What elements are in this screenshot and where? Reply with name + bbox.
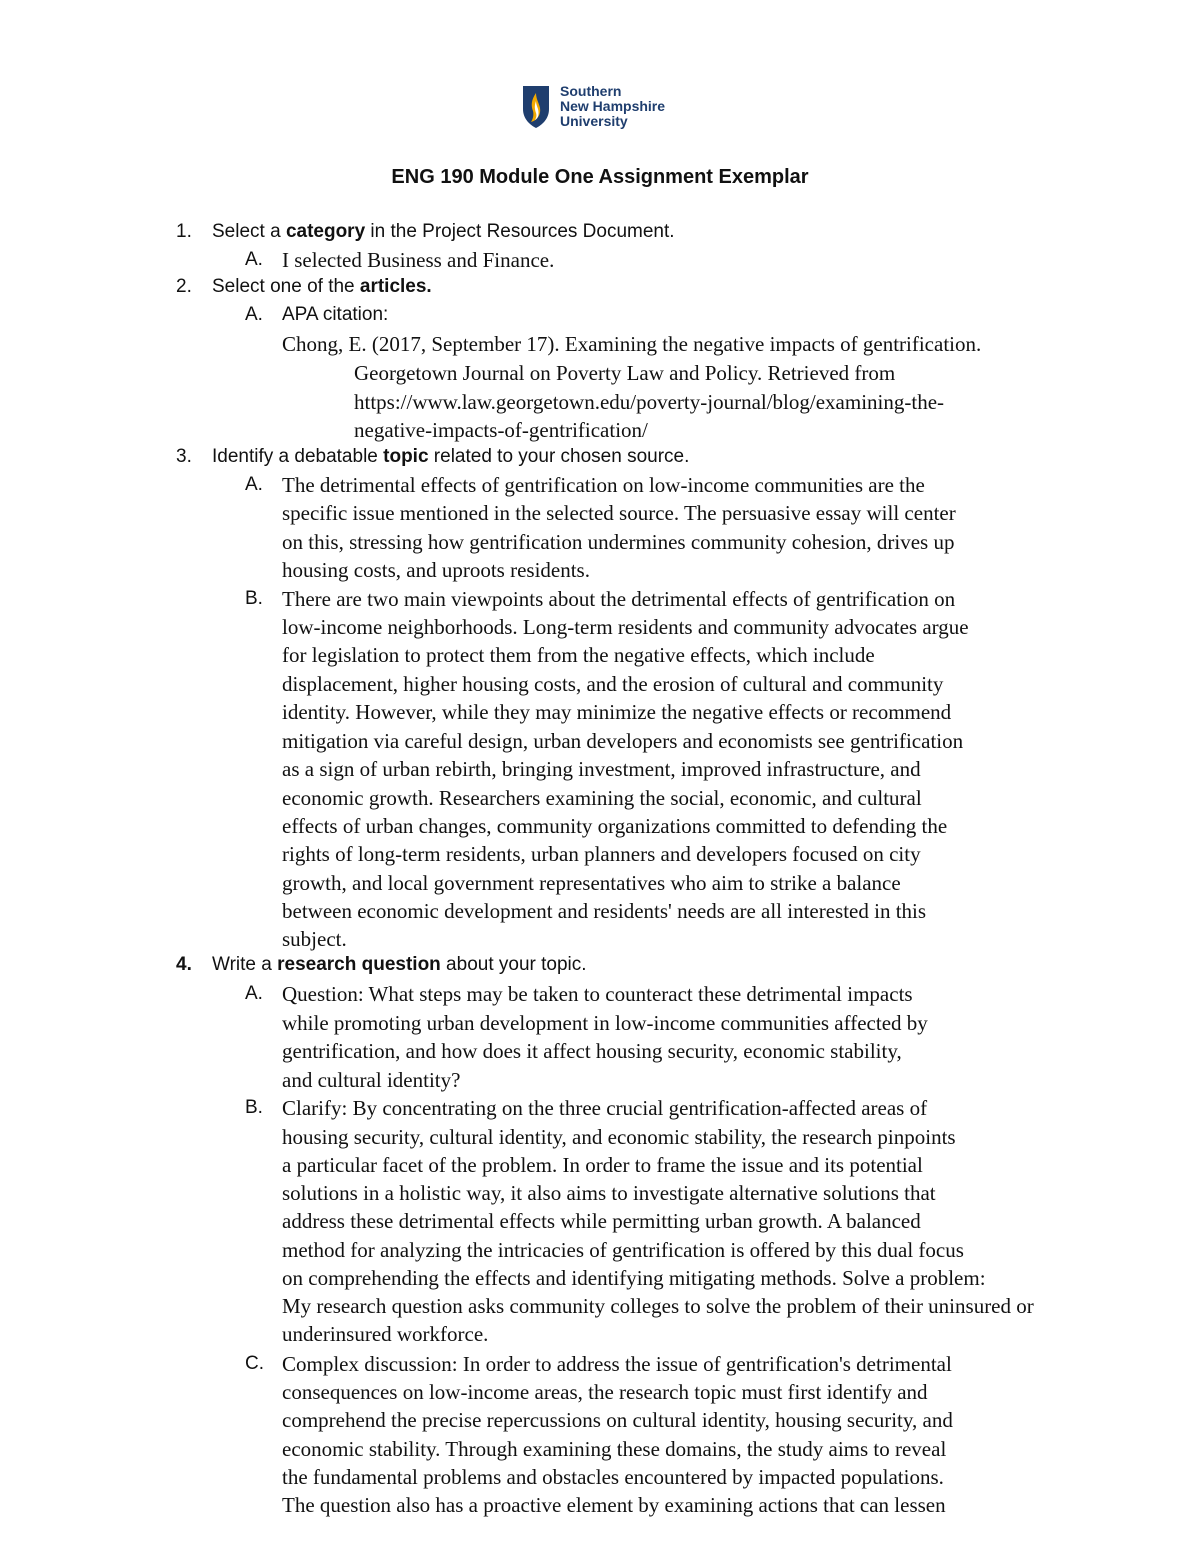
item-3-heading [212,443,689,471]
item-3-number: 3. [176,446,192,467]
item-4-c-line: consequences on low-income areas, the research topic must first identify and [282,1380,928,1404]
item-3-b-line: as a sign of urban rebirth, bringing investment, improved infrastructure, and [282,757,921,781]
item-3-b-line: There are two main viewpoints about the detrimental effects of gentrification on [282,587,956,611]
item-4-c-line: the fundamental problems and obstacles encountered by impacted populations. [282,1465,944,1489]
item-4-b-line: solutions in a holistic way, it also aims to investigate alternative solutions that [282,1181,936,1205]
item-3-suffix: related to your chosen source. [428,446,690,467]
item-3-a-line: The detrimental effects of gentrification on low-income communities are the [282,473,925,497]
item-1-a-text: I selected Business and Finance. [282,248,555,272]
item-2-a-label: A. [245,304,263,325]
item-3-b-line: effects of urban changes, community organizations committed to defending the [282,814,948,838]
item-3-b-line: growth, and local government representatives who aim to strike a balance [282,871,901,895]
item-4-c-line: economic stability. Through examining these domains, the study aims to reveal [282,1437,947,1461]
item-4-b-line: on comprehending the effects and identifying mitigating methods. Solve a problem: [282,1266,986,1290]
item-4-c-label: C. [245,1353,264,1374]
item-4-b-line: My research question asks community colleges to solve the problem of their uninsured or [282,1294,1034,1318]
item-2-a-text: APA citation: [282,304,389,325]
item-3-a-line: on this, stressing how gentrification undermines community cohesion, drives up [282,530,955,554]
item-3-b-line: subject. [282,927,347,951]
item-4-b-line: underinsured workforce. [282,1322,489,1346]
item-3-bold: topic [383,446,429,467]
item-2-number: 2. [176,276,192,297]
item-1-bold: category [285,221,366,242]
citation-line: https://www.law.georgetown.edu/poverty-journal/blog/examining-the- [354,390,945,414]
item-4-c-line: comprehend the precise repercussions on cultural identity, housing security, and [282,1408,953,1432]
logo-line-3: University [560,113,628,129]
item-3-a-line: housing costs, and uproots residents. [282,558,590,582]
item-3-a-label: A. [245,474,263,495]
item-4-b-line: address these detrimental effects while permitting urban growth. A balanced [282,1209,921,1233]
logo-line-1: Southern [560,83,622,99]
item-3-b-line: identity. However, while they may minimize the negative effects or recommend [282,700,952,724]
item-1-suffix: in the Project Resources Document. [365,221,675,242]
logo-line-2: New Hampshire [560,98,666,114]
item-4-b-line: Clarify: By concentrating on the three crucial gentrification-affected areas of [282,1096,928,1120]
item-3-b-line: for legislation to protect them from the negative effects, which include [282,643,875,667]
item-4-suffix: about your topic. [440,954,587,975]
university-logo [522,84,665,129]
item-4-c-line: Complex discussion: In order to address the issue of gentrification's detrimental [282,1352,952,1376]
item-1-number: 1. [176,221,192,242]
citation-line: Georgetown Journal on Poverty Law and Policy. Retrieved from [354,361,896,385]
item-1-a-label: A. [245,249,263,270]
item-1-heading [212,218,675,246]
item-4-heading [212,951,587,979]
item-4-bold: research question [277,954,441,975]
citation-line: Chong, E. (2017, September 17). Examining the negative impacts of gentrification. [282,332,982,356]
item-1-prefix: Select a [212,221,286,242]
item-3-b-line: low-income neighborhoods. Long-term residents and community advocates argue [282,615,969,639]
item-4-c-line: The question also has a proactive element by examining actions that can lessen [282,1493,946,1517]
item-3-b-line: mitigation via careful design, urban developers and economists see gentrification [282,729,964,753]
item-4-b-line: a particular facet of the problem. In order to frame the issue and its potential [282,1153,923,1177]
item-4-number: 4. [176,954,192,975]
item-4-a-line: gentrification, and how does it affect housing security, economic stability, [282,1039,902,1063]
item-2-heading [212,273,432,301]
item-4-b-line: housing security, cultural identity, and economic stability, the research pinpoints [282,1125,956,1149]
item-4-prefix: Write a [212,954,278,975]
item-2-bold: articles. [359,276,432,297]
item-4-b-line: method for analyzing the intricacies of gentrification is offered by this dual focus [282,1238,964,1262]
item-3-b-line: rights of long-term residents, urban planners and developers focused on city [282,842,921,866]
item-4-b-label: B. [245,1097,263,1118]
item-4-a-label: A. [245,983,263,1004]
item-3-b-label: B. [245,588,263,609]
item-3-b-line: between economic development and residents' needs are all interested in this [282,899,927,923]
page-title: ENG 190 Module One Assignment Exemplar [391,166,809,188]
item-4-a-line: while promoting urban development in low-income communities affected by [282,1011,928,1035]
item-2-prefix: Select one of the [212,276,360,297]
item-3-prefix: Identify a debatable [212,446,384,467]
logo-wordmark [560,84,665,129]
item-4-a-line: and cultural identity? [282,1068,461,1092]
item-4-a-line: Question: What steps may be taken to counteract these detrimental impacts [282,982,913,1006]
item-3-b-line: economic growth. Researchers examining the social, economic, and cultural [282,786,922,810]
item-3-b-line: displacement, higher housing costs, and the erosion of cultural and community [282,672,944,696]
item-3-a-line: specific issue mentioned in the selected source. The persuasive essay will center [282,501,956,525]
shield-flame-icon [522,85,550,129]
citation-line: negative-impacts-of-gentrification/ [354,418,648,442]
